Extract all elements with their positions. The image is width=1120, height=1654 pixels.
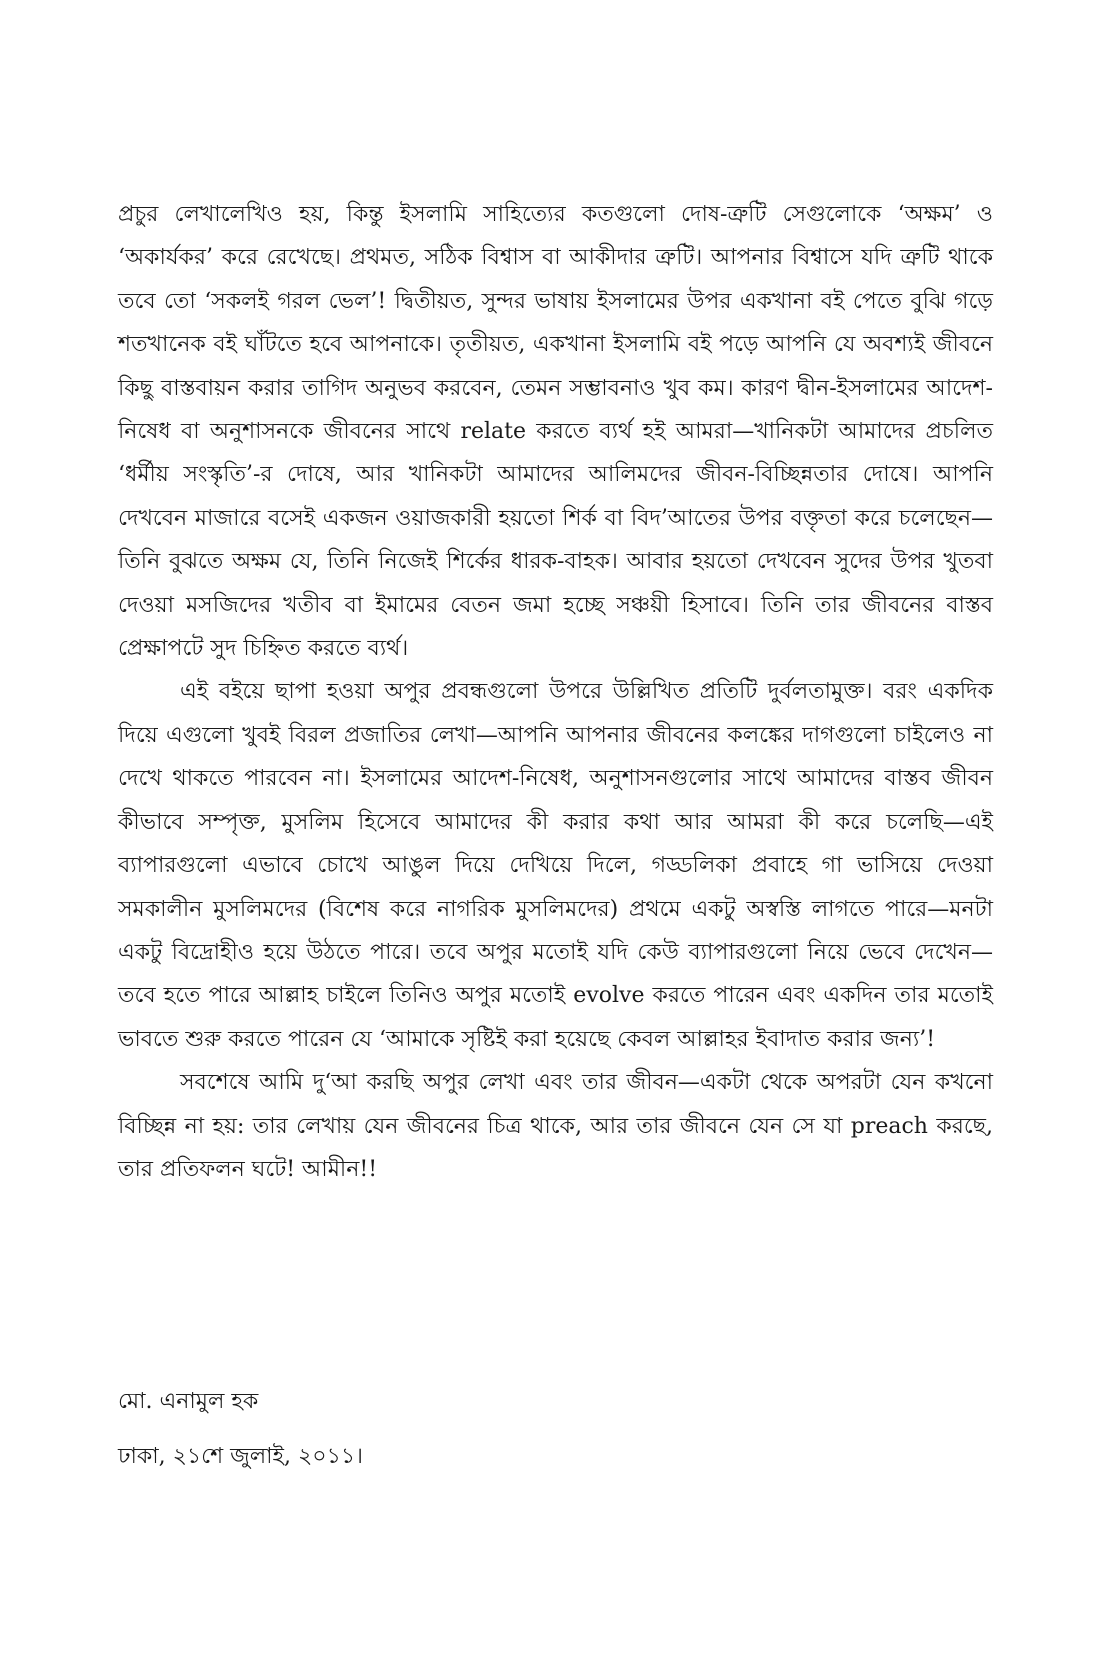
paragraph-1: প্রচুর লেখালেখিও হয়, কিন্তু ইসলামি সাহিত্যের কতগুলো দোষ-ত্রুটি সেগুলোকে ‘অক্ষম’ ও ‘অকার্যকর’ করে রেখেছে। প্রথমত, সঠিক বিশ্বাস বা আকীদার ত্রুটি। আপনার বিশ্বাসে যদি ত্রুটি থাকে তবে তো ‘সকলই গরল ভেল’! দ্বিতীয়ত, সুন্দর ভাষায় ইসলামের উপর একখানা বই পেতে বুঝি গড়ে শতখানেক বই ঘাঁটতে হবে আপনাকে। তৃতীয়ত, একখানা ইসলামি বই পড়ে আপনি যে অবশ্যই জীবনে কিছু বাস্তবায়ন করার তাগিদ অনুভব করবেন, তেমন সম্ভাবনাও খুব কম। কারণ দ্বীন-ইসলামের আদেশ-নিষেধ বা অনুশাসনকে জীবনের সাথে relate করতে ব্যর্থ হই আমরা—খানিকটা আমাদের প্রচলিত ‘ধর্মীয় সংস্কৃতি’-র দোষে, আর খানিকটা আমাদের আলিমদের জীবন-বিচ্ছিন্নতার দোষে। আপনি দেখবেন মাজারে বসেই একজন ওয়াজকারী হয়তো শির্ক বা বিদ’আতের উপর বক্তৃতা করে চলেছেন—তিনি বুঝতে অক্ষম যে, তিনি নিজেই শির্কের ধারক-বাহক। আবার হয়তো দেখবেন সুদের উপর খুতবা দেওয়া মসজিদের খতীব বা ইমামের বেতন জমা হচ্ছে সঞ্চয়ী হিসাবে। তিনি তার জীবনের বাস্তব প্রেক্ষাপটে সুদ চিহ্নিত করতে ব্যর্থ। xyxy=(118,202,993,662)
paragraph-3: সবশেষে আমি দু‘আ করছি অপুর লেখা এবং তার জীবন—একটা থেকে অপরটা যেন কখনো বিচ্ছিন্ন না হয়: তার লেখায় যেন জীবনের চিত্র থাকে, আর তার জীবনে যেন সে যা preach করছে, তার প্রতিফলন ঘটে! আমীন!! xyxy=(118,1070,993,1182)
place-date: ঢাকা, ২১শে জুলাই, ২০১১। xyxy=(118,1444,364,1470)
signature-block xyxy=(118,1380,718,1479)
author-name: মো. এনামুল হক xyxy=(118,1389,259,1414)
paragraph-2: এই বইয়ে ছাপা হওয়া অপুর প্রবন্ধগুলো উপরে উল্লিখিত প্রতিটি দুর্বলতামুক্ত। বরং একদিক দিয়ে এগুলো খুবই বিরল প্রজাতির লেখা—আপনি আপনার জীবনের কলঙ্কের দাগগুলো চাইলেও না দেখে থাকতে পারবেন না। ইসলামের আদেশ-নিষেধ, অনুশাসনগুলোর সাথে আমাদের বাস্তব জীবন কীভাবে সম্পৃক্ত, মুসলিম হিসেবে আমাদের কী করার কথা আর আমরা কী করে চলেছি—এই ব্যাপারগুলো এভাবে চোখে আঙুল দিয়ে দেখিয়ে দিলে, গড্ডলিকা প্রবাহে গা ভাসিয়ে দেওয়া সমকালীন মুসলিমদের (বিশেষ করে নাগরিক মুসলিমদের) প্রথমে একটু অস্বস্তি লাগতে পারে—মনটা একটু বিদ্রোহীও হয়ে উঠতে পারে। তবে অপুর মতোই যদি কেউ ব্যাপারগুলো নিয়ে ভেবে দেখেন—তবে হতে পারে আল্লাহ চাইলে তিনিও অপুর মতোই evolve করতে পারেন এবং একদিন তার মতোই ভাবতে শুরু করতে পারেন যে ‘আমাকে সৃষ্টিই করা হয়েছে কেবল আল্লাহর ইবাদাত করার জন্য’! xyxy=(118,679,993,1052)
document-body xyxy=(118,193,993,1191)
